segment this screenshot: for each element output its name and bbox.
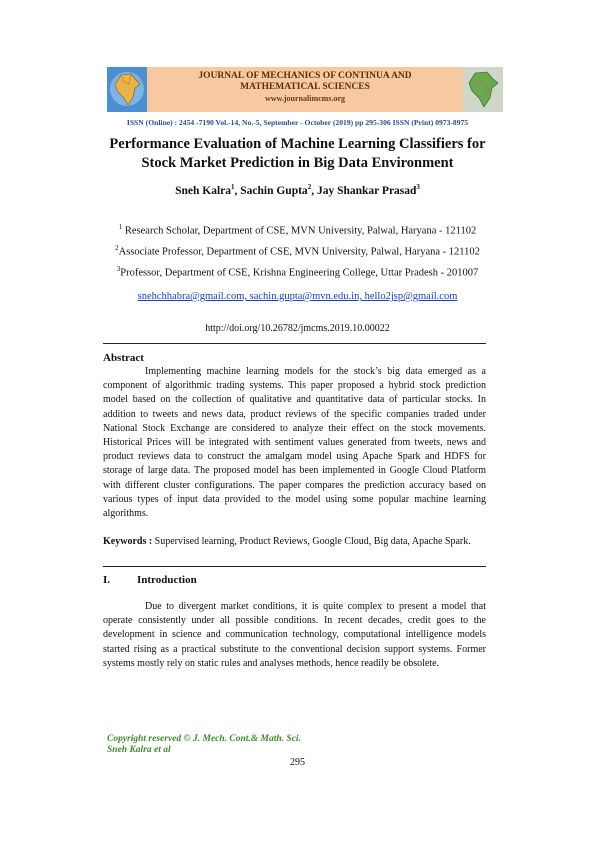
author-sup: 2 bbox=[307, 183, 312, 191]
affiliation-text: Professor, Department of CSE, Krishna Engineering College, Uttar Pradesh - 201007 bbox=[120, 267, 479, 279]
keywords bbox=[103, 535, 486, 549]
journal-name-line1: JOURNAL OF MECHANICS OF CONTINUA AND bbox=[198, 71, 412, 81]
affiliation-1 bbox=[0, 223, 595, 237]
divider-top bbox=[103, 343, 486, 344]
author-name: Sneh Kalra bbox=[175, 184, 231, 197]
abstract-heading: Abstract bbox=[103, 352, 144, 364]
introduction-body: Due to divergent market conditions, it is quite complex to present a model that operate consistently under all possible conditions. In recent decades, credit goes to the development in science and communication technology, computational intelligence models started rising as a practical substitute to the conventional decision support systems. Former systems mostly rely on static rules and analyses methods, hence readily be obsolete. bbox=[103, 601, 486, 669]
paper-title-line1: Performance Evaluation of Machine Learning Classifiers for bbox=[109, 136, 486, 152]
abstract-body: Implementing machine learning models for the stock’s big data emerged as a component of algorithmic trading systems. This paper proposed a hybrid stock prediction model based on the collection of qualitative and quantitative data of particular stocks. In addition to tweets and news data, product reviews of the specific companies traded under National Stock Exchange are considered to analyze their effect on the stock movements. Historical Prices will be integrated with sentiment values generated from tweets, news and product reviews data to construct the amalgam model using Apache Spark and HDFS for storage of large data. The proposed model has been implemented in Google Cloud Platform with different cluster configurations. The paper compares the prediction accuracy based on various types of input data provided to the model using some popular machine learning algorithms. bbox=[103, 366, 486, 520]
paper-title bbox=[60, 135, 535, 173]
doi-link[interactable]: http://doi.org/10.26782/jmcms.2019.10.00022 bbox=[205, 323, 390, 334]
author-sup: 1 bbox=[231, 183, 235, 191]
author-name: Jay Shankar Prasad bbox=[316, 184, 417, 197]
author-name: Sachin Gupta bbox=[240, 184, 308, 197]
footer-copyright bbox=[107, 734, 301, 756]
affiliation-sup: 3 bbox=[116, 265, 121, 273]
journal-header bbox=[107, 67, 503, 112]
journal-name-line2: MATHEMATICAL SCIENCES bbox=[240, 82, 370, 92]
india-map-icon bbox=[463, 67, 503, 112]
affiliation-2 bbox=[0, 244, 595, 258]
section-number: I. bbox=[103, 574, 111, 586]
section-title: Introduction bbox=[137, 574, 197, 586]
keywords-label: Keywords : bbox=[103, 536, 155, 547]
author-emails-link[interactable]: snehchhabra@gmail.com, sachin.gupta@mvn.edu.in, hello2jsp@gmail.com bbox=[137, 291, 458, 302]
author-sep: , bbox=[234, 184, 241, 197]
footer-author: Sneh Kalra et al bbox=[107, 745, 171, 755]
affiliation-text: Associate Professor, Department of CSE, MVN University, Palwal, Haryana - 121102 bbox=[118, 246, 480, 258]
affiliation-text: Research Scholar, Department of CSE, MVN University, Palwal, Haryana - 121102 bbox=[122, 225, 477, 237]
affiliation-sup: 1 bbox=[118, 223, 123, 231]
journal-url[interactable]: www.journalimcms.org bbox=[265, 94, 345, 103]
affiliation-sup: 2 bbox=[115, 244, 119, 252]
issn-line: ISSN (Online) : 2454 -7190 Vol.-14, No.-5, September - October (2019) pp 295-306 ISSN (Print) 0973-8975 bbox=[126, 118, 469, 127]
author-sep: , bbox=[311, 184, 317, 197]
section-heading bbox=[103, 574, 197, 586]
paper-title-line2: Stock Market Prediction in Big Data Environment bbox=[141, 155, 454, 171]
journal-logo-right bbox=[463, 67, 503, 112]
copyright-text: Copyright reserved © J. Mech. Cont.& Math. Sci. bbox=[107, 734, 301, 744]
keywords-text: Supervised learning, Product Reviews, Google Cloud, Big data, Apache Spark. bbox=[154, 536, 471, 547]
journal-logo-left bbox=[107, 67, 147, 112]
affiliation-3 bbox=[0, 265, 595, 279]
author-list bbox=[0, 183, 595, 197]
journal-title-band bbox=[147, 67, 463, 112]
page-number: 295 bbox=[290, 757, 305, 768]
india-map-icon bbox=[107, 67, 147, 112]
divider-bottom bbox=[103, 566, 486, 567]
author-sup: 3 bbox=[416, 183, 420, 191]
